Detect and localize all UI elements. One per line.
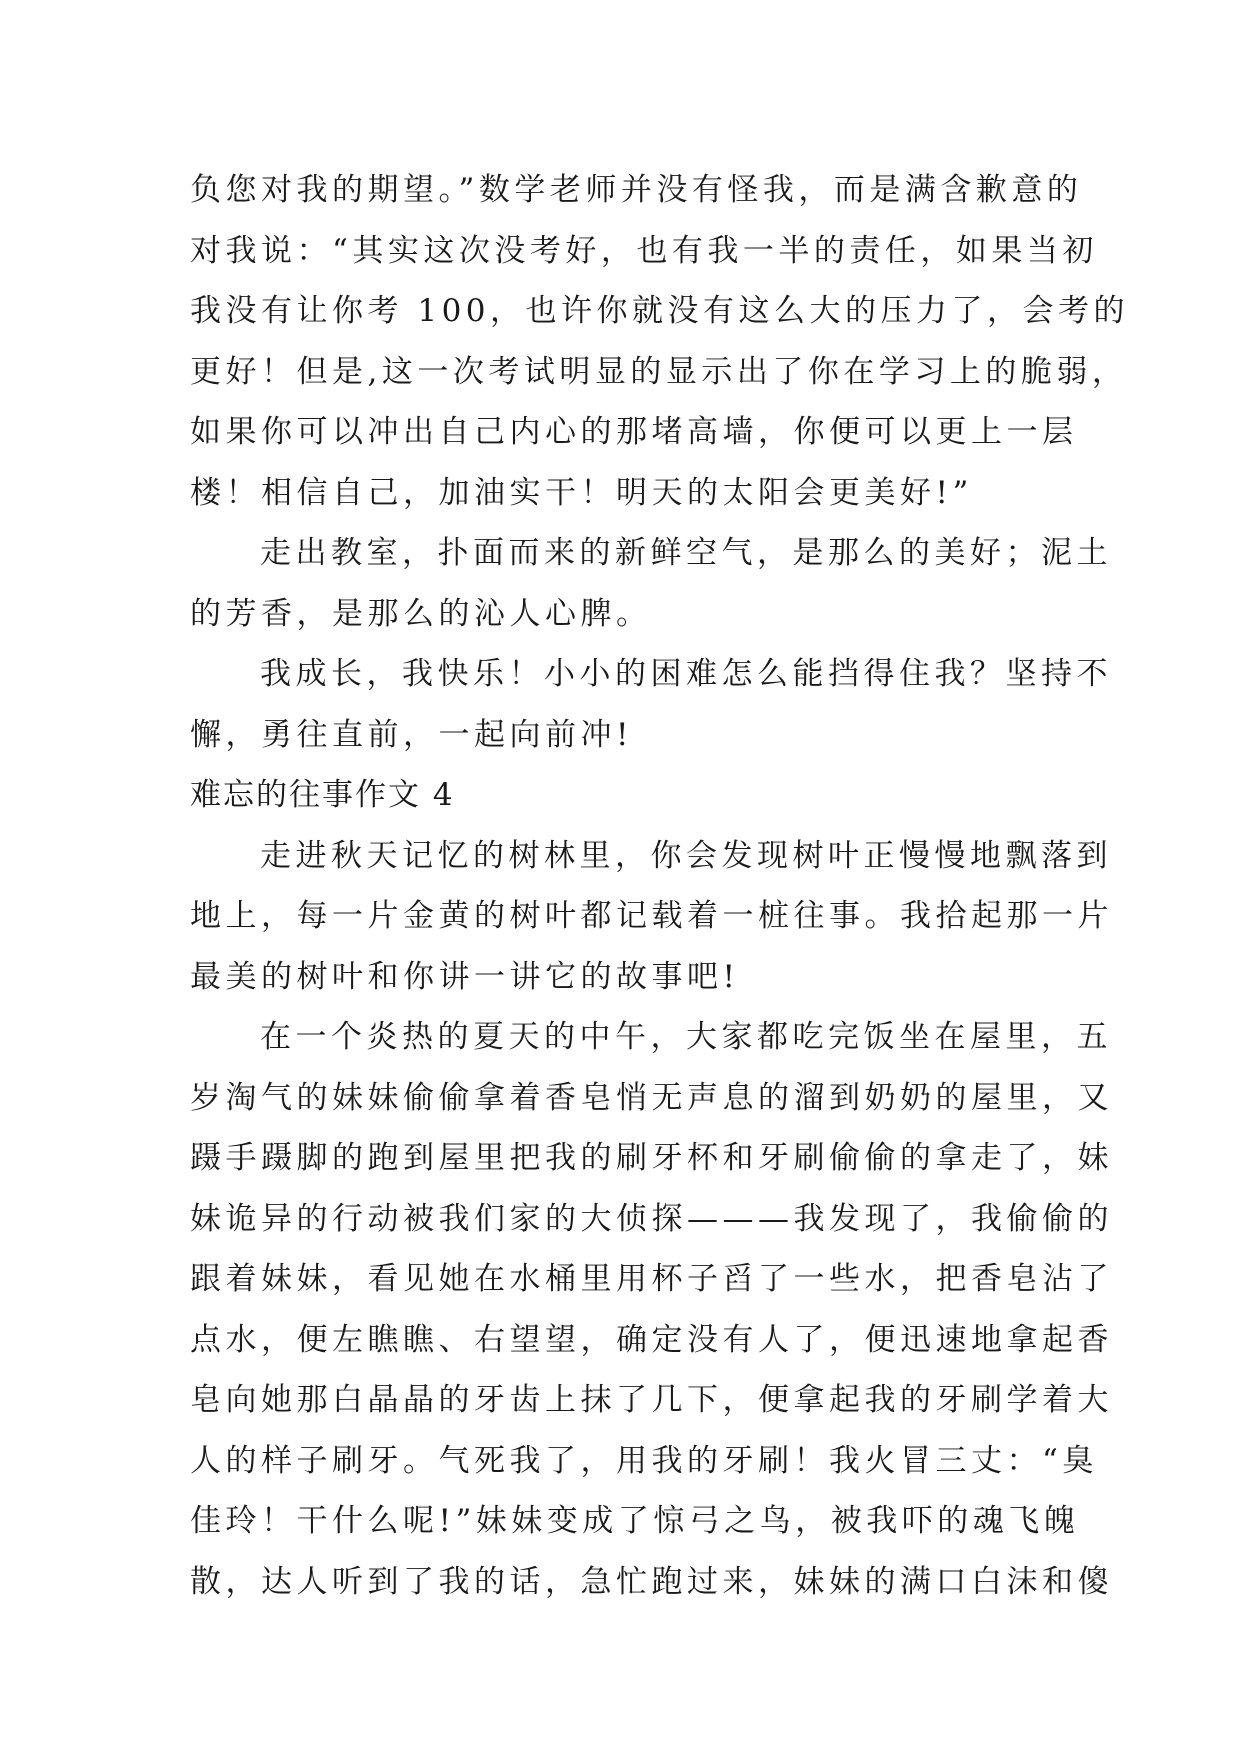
text-line: 如果你可以冲出自己内心的那堵高墙，你便可以更上一层 <box>190 414 1078 450</box>
text-line: 楼！相信自己，加油实干！明天的太阳会更美好!” <box>190 474 973 511</box>
paragraph-first-line: 走进秋天记忆的树林里，你会发现树叶正慢慢地飘落到 <box>260 837 1112 874</box>
text-line: 对我说：“其实这次没考好，也有我一半的责任，如果当初 <box>190 232 1098 269</box>
text-line: 懈，勇往直前，一起向前冲! <box>190 716 633 753</box>
text-line: 蹑手蹑脚的跑到屋里把我的刷牙杯和牙刷偷偷的拿走了，妹 <box>190 1140 1113 1176</box>
text-line: 的芳香，是那么的沁人心脾。 <box>190 595 652 632</box>
text-line: 跟着妹妹，看见她在水桶里用杯子舀了一些水，把香皂沾了 <box>190 1261 1113 1297</box>
text-line: 人的样子刷牙。气死我了，用我的牙刷！我火冒三丈：“臭 <box>190 1442 1098 1479</box>
text-line: 岁淘气的妹妹偷偷拿着香皂悄无声息的溜到奶奶的屋里，又 <box>190 1079 1113 1116</box>
text-line: 妹诡异的行动被我们家的大侦探———我发现了，我偷偷的 <box>190 1200 1113 1237</box>
text-line: 最美的树叶和你讲一讲它的故事吧! <box>190 958 740 995</box>
text-line: 佳玲！干什么呢!”妹妹变成了惊弓之鸟，被我吓的魂飞魄 <box>190 1503 1080 1539</box>
paragraph-first-line: 走出教室，扑面而来的新鲜空气，是那么的美好；泥土 <box>260 535 1112 571</box>
text-line: 我没有让你考 100，也许你就没有这么大的压力了，会考的 <box>190 293 1130 329</box>
text-line: 地上，每一片金黄的树叶都记载着一桩往事。我拾起那一片 <box>190 898 1113 934</box>
paragraph-first-line: 我成长，我快乐！小小的困难怎么能挡得住我？坚持不 <box>260 656 1112 692</box>
paragraph-first-line: 在一个炎热的夏天的中午，大家都吃完饭坐在屋里，五 <box>260 1019 1112 1055</box>
section-heading: 难忘的往事作文 4 <box>190 777 455 813</box>
text-line: 更好！但是,这一次考试明显的显示出了你在学习上的脆弱， <box>190 353 1128 390</box>
document-body <box>190 160 1130 1612</box>
text-line: 点水，便左瞧瞧、右望望，确定没有人了，便迅速地拿起香 <box>190 1321 1113 1358</box>
text-line: 散，达人听到了我的话，急忙跑过来，妹妹的满口白沫和傻 <box>190 1563 1113 1600</box>
text-line: 负您对我的期望。”数学老师并没有怪我，而是满含歉意的 <box>190 172 1083 208</box>
text-line: 皂向她那白晶晶的牙齿上抹了几下，便拿起我的牙刷学着大 <box>190 1382 1113 1418</box>
